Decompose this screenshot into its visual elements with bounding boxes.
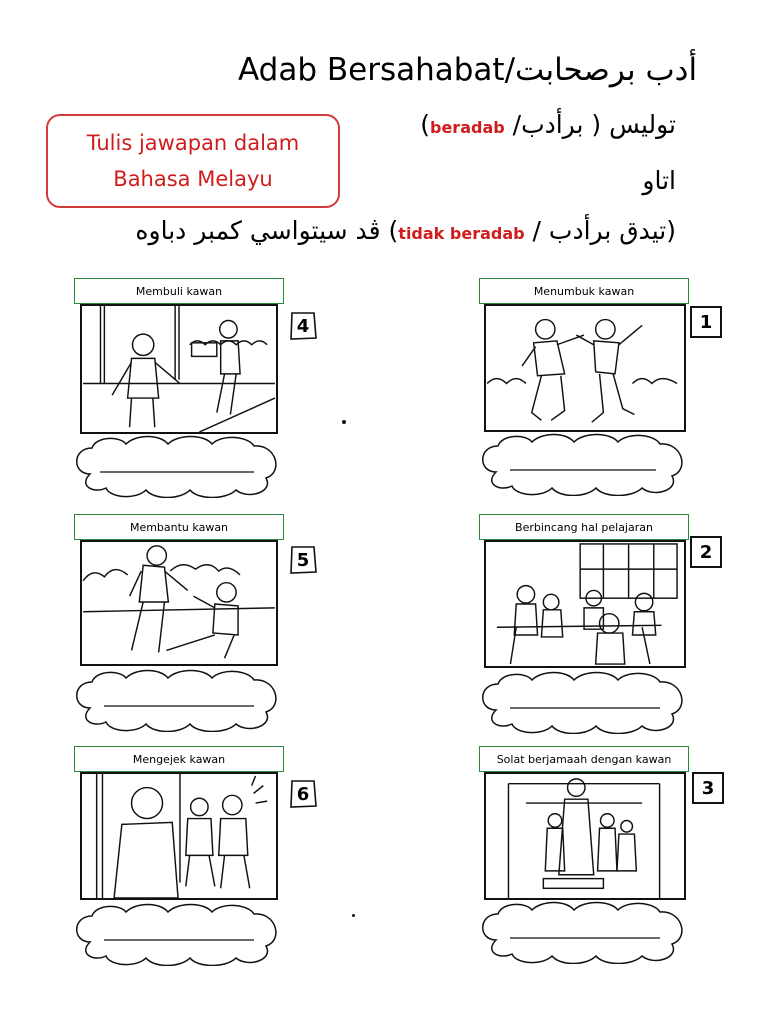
tidak-beradab-label: tidak beradab: [398, 224, 525, 243]
help-scene-drawing: [82, 542, 276, 664]
instruction-line-1: Tulis jawapan dalam: [86, 131, 300, 155]
caption-membantu-kawan: Membantu kawan: [74, 514, 284, 540]
illustration-discuss: [484, 540, 686, 668]
instruction-box: [46, 114, 340, 208]
bully-scene-drawing: [82, 306, 276, 432]
illustration-help: [80, 540, 278, 666]
caption-menumbuk-kawan: Menumbuk kawan: [479, 278, 689, 304]
stray-dot: [352, 914, 355, 917]
number-5-label: 5: [296, 549, 310, 571]
number-badge-5: [288, 544, 318, 576]
page-title: Adab Bersahabat/أدب برصحابت: [238, 52, 698, 88]
instruction-jawi-line-4: [135, 216, 676, 245]
punch-scene-drawing: [486, 306, 684, 430]
jawi-text: ) ڤد سيتواسي كمبر دباوه: [135, 216, 399, 245]
cloud-shape: [70, 902, 288, 966]
illustration-bully: [80, 304, 278, 434]
number-4-label: 4: [296, 315, 310, 337]
answer-cloud-4[interactable]: [476, 670, 694, 734]
jawi-text: (تيدق برأدب /: [524, 216, 676, 245]
number-badge-6: [288, 778, 318, 810]
number-6-label: 6: [296, 783, 310, 805]
caption-solat-berjamaah-dengan-kawan: Solat berjamaah dengan kawan: [479, 746, 689, 772]
cloud-shape: [70, 668, 288, 732]
caption-membuli-kawan: Membuli kawan: [74, 278, 284, 304]
answer-cloud-2[interactable]: [476, 432, 694, 496]
answer-cloud-3[interactable]: [70, 668, 288, 732]
beradab-label: beradab: [430, 118, 505, 137]
number-box-2: 2: [690, 536, 722, 568]
number-box-1: 1: [690, 306, 722, 338]
discuss-scene-drawing: [486, 542, 684, 666]
illustration-punch: [484, 304, 686, 432]
number-box-3: 3: [692, 772, 724, 804]
jawi-text: توليس ( برأدب/: [504, 110, 676, 139]
cloud-shape: [70, 434, 288, 498]
instruction-line-2: Bahasa Melayu: [113, 167, 273, 191]
caption-berbincang-hal-pelajaran: Berbincang hal pelajaran: [479, 514, 689, 540]
answer-cloud-5[interactable]: [70, 902, 288, 966]
cloud-shape: [476, 432, 694, 496]
mock-scene-drawing: [82, 774, 276, 898]
caption-mengejek-kawan: Mengejek kawan: [74, 746, 284, 772]
cloud-shape: [476, 900, 694, 964]
answer-cloud-1[interactable]: [70, 434, 288, 498]
answer-cloud-6[interactable]: [476, 900, 694, 964]
stray-dot: [342, 420, 346, 424]
pray-scene-drawing: [486, 774, 684, 898]
jawi-text: ): [420, 110, 430, 139]
cloud-shape: [476, 670, 694, 734]
instruction-jawi-line-2: [420, 110, 676, 139]
illustration-pray: [484, 772, 686, 900]
instruction-jawi-line-3: اتاو: [642, 166, 676, 195]
number-badge-4: [288, 310, 318, 342]
illustration-mock: [80, 772, 278, 900]
